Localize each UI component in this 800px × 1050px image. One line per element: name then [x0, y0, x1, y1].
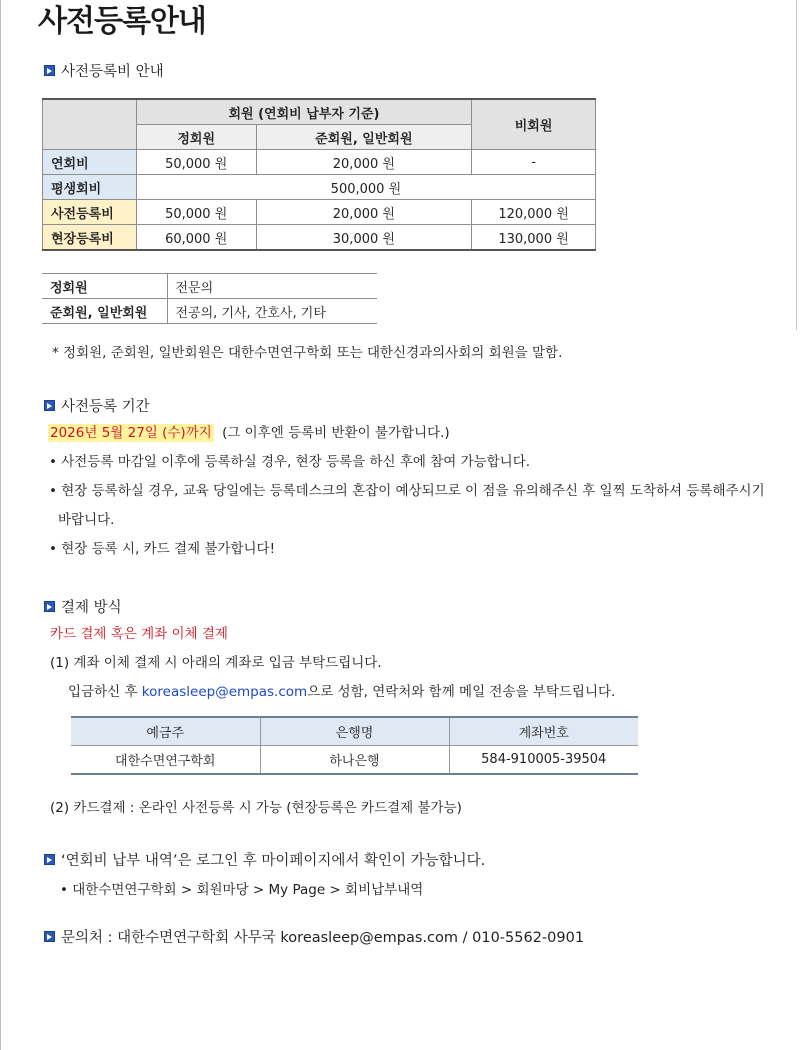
email-link[interactable]: koreasleep@empas.com [141, 684, 308, 700]
table-row [43, 200, 596, 225]
list-item: • 현장 등록하실 경우, 교육 당일에는 등록데스크의 혼잡이 예상되므로 이 점을 유의해주신 후 일찍 도착하셔 등록해주시기 [49, 483, 765, 499]
fee-header-member: 회원 (연회비 납부자 기준) [136, 99, 471, 125]
list-item: 바랍니다. [58, 512, 115, 528]
mypage-path: • 대한수면연구학회 > 회원마당 > My Page > 회비납부내역 [60, 882, 424, 898]
fee-table [42, 98, 596, 251]
payment-item-1-pre: 입금하신 후 [68, 684, 142, 700]
list-item: • 사전등록 마감일 이후에 등록하실 경우, 현장 등록을 하신 후에 참여 가능합니다. [49, 454, 531, 470]
table-row [43, 150, 596, 175]
deadline-note: (그 이후엔 등록비 반환이 불가합니다.) [222, 425, 450, 441]
section-heading-period [44, 395, 150, 416]
cell-regular: 50,000 원 [136, 150, 256, 175]
arrow-square-icon [44, 854, 55, 865]
arrow-square-icon [44, 65, 55, 76]
page-title: 사전등록안내 [38, 4, 206, 39]
account-holder: 대한수면연구학회 [71, 746, 260, 775]
table-row [43, 175, 596, 200]
section-heading-period-label: 사전등록 기간 [61, 399, 150, 415]
table-row [42, 274, 377, 299]
payment-item-1: (1) 계좌 이체 결제 시 아래의 계좌로 입금 부탁드립니다. [50, 655, 382, 671]
section-heading-fee [44, 60, 164, 81]
cell-nonmember: - [472, 150, 596, 175]
section-heading-payment-label: 결제 방식 [61, 600, 122, 616]
membership-desc: 전공의, 기사, 간호사, 기타 [167, 299, 377, 324]
cell-regular: 60,000 원 [136, 225, 256, 251]
section-heading-fee-label: 사전등록비 안내 [61, 64, 164, 80]
membership-type: 준회원, 일반회원 [42, 299, 167, 324]
account-header-holder: 예금주 [71, 717, 260, 746]
cell-nonmember: 120,000 원 [472, 200, 596, 225]
account-bank: 하나은행 [260, 746, 449, 775]
section-heading-payment [44, 596, 122, 617]
arrow-square-icon [44, 400, 55, 411]
account-header-bank: 은행명 [260, 717, 449, 746]
membership-desc: 전문의 [167, 274, 377, 299]
page-border-left [0, 0, 1, 1050]
deadline-line [48, 421, 450, 441]
deadline-date: 2026년 5월 27일 (수)까지 [50, 425, 212, 441]
payment-item-2: (2) 카드결제 : 온라인 사전등록 시 가능 (현장등록은 카드결제 불가능) [50, 800, 462, 816]
scrollbar-track[interactable] [796, 0, 797, 330]
membership-table [42, 273, 377, 324]
cell-nonmember: 130,000 원 [472, 225, 596, 251]
account-table [71, 716, 638, 775]
row-label: 평생회비 [43, 175, 137, 200]
payment-methods: 카드 결제 혹은 계좌 이체 결제 [50, 626, 228, 642]
table-row [71, 746, 638, 775]
row-label: 현장등록비 [43, 225, 137, 251]
account-number: 584-910005-39504 [449, 746, 638, 775]
fee-table-corner [43, 99, 137, 150]
row-label: 사전등록비 [43, 200, 137, 225]
arrow-square-icon [44, 601, 55, 612]
fee-header-regular: 정회원 [136, 125, 256, 150]
payment-item-1-post: 으로 성함, 연락처와 함께 메일 전송을 부탁드립니다. [307, 684, 616, 700]
cell-merged: 500,000 원 [136, 175, 595, 200]
row-label: 연회비 [43, 150, 137, 175]
section-heading-mypage [44, 849, 485, 870]
table-row [42, 299, 377, 324]
cell-regular: 50,000 원 [136, 200, 256, 225]
fee-header-associate: 준회원, 일반회원 [256, 125, 472, 150]
arrow-square-icon [44, 931, 55, 942]
fee-header-nonmember: 비회원 [472, 99, 596, 150]
membership-type: 정회원 [42, 274, 167, 299]
cell-associate: 30,000 원 [256, 225, 472, 251]
account-header-number: 계좌번호 [449, 717, 638, 746]
contact-info: 문의처 : 대한수면연구학회 사무국 koreasleep@empas.com / 010-5562-0901 [61, 930, 585, 946]
payment-item-1-detail [68, 680, 615, 700]
membership-note: * 정회원, 준회원, 일반회원은 대한수면연구학회 또는 대한신경과의사회의 회원을 말함. [52, 345, 563, 361]
cell-associate: 20,000 원 [256, 150, 472, 175]
section-heading-mypage-label: ‘연회비 납부 내역’은 로그인 후 마이페이지에서 확인이 가능합니다. [61, 853, 486, 869]
list-item: • 현장 등록 시, 카드 결제 불가합니다! [49, 541, 275, 557]
table-row [43, 225, 596, 251]
section-heading-contact [44, 926, 584, 947]
cell-associate: 20,000 원 [256, 200, 472, 225]
